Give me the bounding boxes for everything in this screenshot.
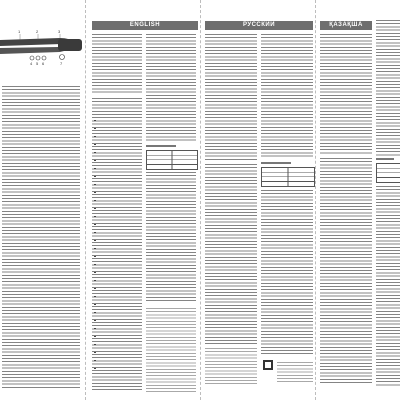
english-table-title — [146, 145, 176, 147]
straightener-handle — [58, 39, 82, 51]
russian-right-text-2 — [261, 190, 313, 354]
left-column-text — [2, 86, 80, 390]
english-bullets — [94, 120, 96, 370]
callout-3: 3 — [58, 30, 61, 34]
header-russian: РУССКИЙ — [205, 21, 313, 30]
button-1-icon — [30, 56, 34, 60]
straightener-lower-arm — [0, 47, 68, 54]
english-temperature-table — [146, 150, 198, 170]
callout-7: 7 — [60, 61, 63, 66]
russian-table-title — [261, 162, 291, 164]
kazakh-right-text-2 — [376, 186, 400, 386]
russian-left-text-1 — [205, 34, 257, 160]
callout-2: 2 — [36, 30, 39, 34]
english-right-text-2 — [146, 172, 196, 302]
callout-5: 5 — [36, 61, 39, 66]
hair-straightener-diagram — [0, 30, 84, 80]
russian-right-text-3 — [277, 362, 313, 384]
kazakh-table-title — [376, 158, 394, 160]
kazakh-left-text-2 — [320, 158, 372, 384]
button-4-icon — [60, 55, 65, 60]
russian-left-text-2 — [205, 164, 257, 344]
callout-4: 4 — [30, 61, 33, 66]
english-intro-text — [92, 34, 142, 94]
russian-temperature-table — [261, 167, 315, 187]
certification-mark-icon — [263, 360, 273, 370]
kazakh-left-text-1 — [320, 34, 372, 154]
callout-1: 1 — [18, 30, 21, 34]
column-english — [86, 0, 200, 400]
header-kazakh: ҚАЗАҚША — [320, 21, 372, 30]
button-3-icon — [42, 56, 46, 60]
english-right-text-3 — [146, 308, 196, 392]
russian-left-text-3 — [205, 348, 257, 384]
kazakh-right-text-1 — [376, 20, 400, 156]
callout-6: 6 — [42, 61, 45, 66]
kazakh-temperature-table — [376, 163, 400, 183]
button-2-icon — [36, 56, 40, 60]
column-russian — [201, 0, 315, 400]
header-english: ENGLISH — [92, 21, 198, 30]
column-kazakh — [316, 0, 400, 400]
english-right-text-1 — [146, 34, 196, 142]
russian-right-text-1 — [261, 34, 313, 158]
english-safety-text — [92, 98, 142, 390]
column-left — [0, 0, 84, 400]
